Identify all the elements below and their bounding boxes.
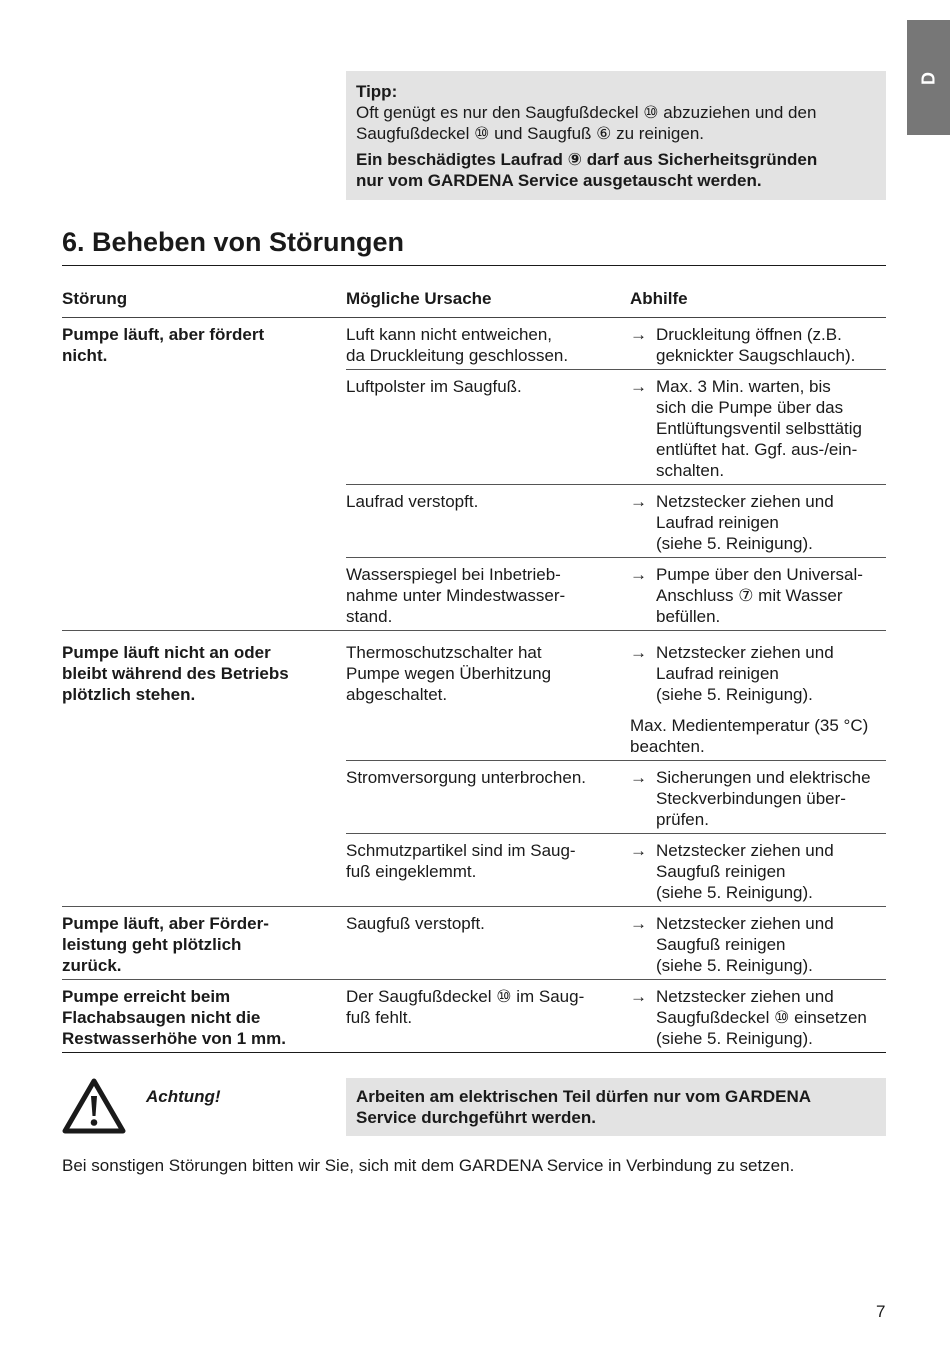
cause-cell: Der Saugfußdeckel ⑩ im Saug- fuß fehlt. [346,987,585,1027]
title-rule [62,265,886,266]
column-header-problem: Störung [62,289,128,308]
section-title: 6. Beheben von Störungen [62,227,405,257]
arrow-icon: → [630,841,647,860]
tip-line: Oft genügt es nur den Saugfußdeckel ⑩ abzuziehen und den [356,103,817,122]
cause-cell: Wasserspiegel bei Inbetrieb- nahme unter Mindestwasser- stand. [346,565,566,626]
header-rule [62,317,886,318]
remedy-cell: Netzstecker ziehen und Saugfußdeckel ⑩ einsetzen (siehe 5. Reinigung). [656,987,867,1048]
arrow-icon: → [630,377,647,396]
arrow-icon: → [630,325,647,344]
warning-box: Arbeiten am elektrischen Teil dürfen nur vom GARDENA Service durchgeführt werden. [346,1078,886,1136]
arrow-icon: → [630,565,647,584]
language-tab-label: D [918,72,939,85]
arrow-icon: → [630,768,647,787]
row-divider [62,979,886,980]
column-header-cause: Mögliche Ursache [346,289,492,308]
cause-cell: Schmutzpartikel sind im Saug- fuß eingeklemmt. [346,841,576,881]
tip-warning-line: nur vom GARDENA Service ausgetauscht werden. [356,171,762,190]
page-number: 7 [876,1302,886,1321]
remedy-cell: Max. 3 Min. warten, bis sich die Pumpe über das Entlüftungsventil selbsttätig entlüftet hat. Ggf. aus-/ein- schalten. [656,377,863,480]
remedy-cell: Pumpe über den Universal- Anschluss ⑦ mit Wasser befüllen. [656,565,863,626]
problem-cell: Pumpe erreicht beim Flachabsaugen nicht die Restwasserhöhe von 1 mm. [62,987,286,1048]
arrow-icon: → [630,643,647,662]
column-header-remedy: Abhilfe [630,289,688,308]
tip-box [346,71,886,200]
row-divider [62,906,886,907]
arrow-icon: → [630,914,647,933]
language-tab [907,20,950,135]
row-divider [62,630,886,631]
row-divider [346,369,886,370]
row-divider [346,833,886,834]
cause-cell: Luftpolster im Saugfuß. [346,377,522,396]
warning-triangle-icon [62,1077,126,1135]
tip-line: Saugfußdeckel ⑩ und Saugfuß ⑥ zu reinigen. [356,124,705,143]
table-bottom-rule [62,1052,886,1053]
cause-cell: Thermoschutzschalter hat Pumpe wegen Überhitzung abgeschaltet. [346,643,552,704]
row-divider [346,484,886,485]
cause-cell: Laufrad verstopft. [346,492,479,511]
row-divider [346,557,886,558]
cause-cell: Luft kann nicht entweichen, da Druckleitung geschlossen. [346,325,569,365]
remedy-cell: Netzstecker ziehen und Laufrad reinigen (siehe 5. Reinigung). [656,643,834,704]
problem-cell: Pumpe läuft nicht an oder bleibt während des Betriebs plötzlich stehen. [62,643,289,704]
tip-warning-line: Ein beschädigtes Laufrad ⑨ darf aus Sicherheitsgründen [356,150,818,169]
problem-cell: Pumpe läuft, aber fördert nicht. [62,325,265,365]
arrow-icon: → [630,987,647,1006]
footer-note: Bei sonstigen Störungen bitten wir Sie, sich mit dem GARDENA Service in Verbindung zu setzen. [62,1156,795,1175]
warning-label: Achtung! [146,1087,221,1106]
remedy-cell: Druckleitung öffnen (z.B. geknickter Saugschlauch). [656,325,856,365]
tip-heading: Tipp: [356,82,398,101]
remedy-cell: Netzstecker ziehen und Laufrad reinigen (siehe 5. Reinigung). [656,492,834,553]
cause-cell: Saugfuß verstopft. [346,914,485,933]
temperature-note: Max. Medientemperatur (35 °C) beachten. [630,716,869,756]
row-divider [346,760,886,761]
cause-cell: Stromversorgung unterbrochen. [346,768,587,787]
arrow-icon: → [630,492,647,511]
problem-cell: Pumpe läuft, aber Förder- leistung geht plötzlich zurück. [62,914,269,975]
remedy-cell: Sicherungen und elektrische Steckverbindungen über- prüfen. [656,768,871,829]
remedy-cell: Netzstecker ziehen und Saugfuß reinigen (siehe 5. Reinigung). [656,914,834,975]
remedy-cell: Netzstecker ziehen und Saugfuß reinigen (siehe 5. Reinigung). [656,841,834,902]
